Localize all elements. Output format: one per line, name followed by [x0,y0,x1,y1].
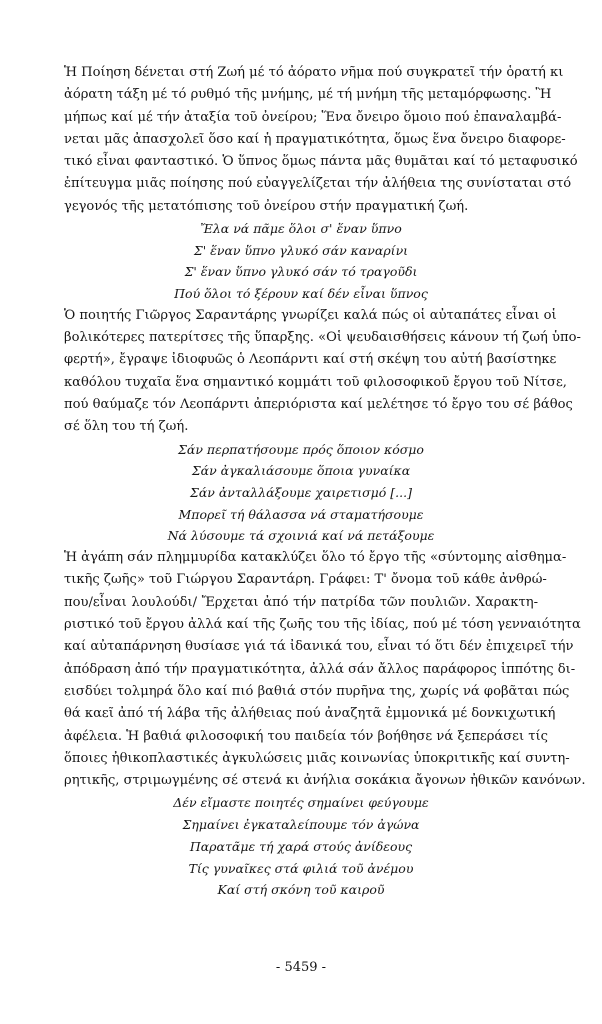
verse-line: Δέν εἴμαστε ποιητές σημαίνει φεύγουμε [173,795,429,811]
verse-line: Μπορεῖ τή θάλασσα νά σταματήσουμε [178,506,424,522]
text-line: ἐπίτευγμα μιᾶς ποίησης πού εὐαγγελίζεται τήν ἀλήθεια της συνίσταται στό [64,176,572,192]
text-line: βολικότερες πατερίτσες τῆς ὕπαρξης. «Οἱ ψευδαισθήσεις κάνουν τή ζωή ὑπο- [64,330,581,346]
verse-line: Παρατᾶμε τή χαρά στούς ἀνίδεους [189,838,413,854]
text-line: Ὁ ποιητής Γιῶργος Σαραντάρης γνωρίζει καλά πώς οἱ αὐταπάτες εἶναι οἱ [64,307,557,323]
text-line: ὅποιες ἠθικοπλαστικές ἀγκυλώσεις μιᾶς κοινωνίας ὑποκριτικῆς καί συντη- [64,750,570,766]
text-line: ἀπόδραση ἀπό τήν πραγματικότητα, ἀλλά σάν ἄλλος παράφορος ἱππότης δι- [64,661,576,677]
text-line: εισδύει τολμηρά ὅλο καί πιό βαθιά στόν πυρῆνα της, χωρίς νά φοβᾶται πώς [64,683,570,699]
verse-line: Σ' ἕναν ὕπνο γλυκό σάν τό τραγοῦδι [184,264,418,280]
text-line: μήπως καί μέ τήν ἀταξία τοῦ ὀνείρου; Ἕνα ὄνειρο ὅμοιο πού ἐπαναλαμβά- [64,109,562,125]
text-line: φερτή», ἔγραψε ἰδιοφυῶς ὁ Λεοπάρντι καί στή σκέψη του αὐτή βασίστηκε [64,352,557,368]
verse-line: Καί στή σκόνη τοῦ καιροῦ [217,882,385,898]
verse-line: Ἔλα νά πᾶμε ὅλοι σ' ἕναν ὕπνο [200,221,402,237]
text-line: σέ ὅλη του τή ζωή. [64,419,189,435]
verse-line: Σάν περπατήσουμε πρός ὅποιον κόσμο [178,441,424,457]
text-line: ἀόρατη τάξη μέ τό ρυθμό τῆς μνήμης, μέ τή μνήμη τῆς μεταμόρφωσης. Ἢ [64,87,552,103]
text-line: καί αὐταπάρνηση θυσίασε γιά τά ἰδανικά του, εἶναι τό ὅτι δέν ἐπιχειρεῖ τήν [64,639,574,655]
text-line: καθόλου τυχαῖα ἕνα σημαντικό κομμάτι τοῦ φιλοσοφικοῦ ἔργου τοῦ Νίτσε, [64,374,567,390]
text-line: τικό εἶναι φανταστικό. Ὁ ὕπνος ὅμως πάντα μᾶς θυμᾶται καί τό μεταφυσικό [64,154,578,170]
poem-stanza-3 [64,792,538,901]
text-line: ἀφέλεια. Ἡ βαθιά φιλοσοφική του παιδεία τόν βοήθησε νά ξεπεράσει τίς [64,728,548,744]
verse-line: Σάν ἀνταλλάξουμε χαιρετισμό [...] [190,485,412,501]
poem-stanza-1 [64,218,538,305]
text-line: Ἡ Ποίηση δένεται στή Ζωή μέ τό ἀόρατο νῆμα πού συγκρατεῖ τήν ὁρατή κι [64,65,564,80]
text-line: που/εἶναι λουλούδι/ Ἔρχεται ἀπό τήν πατρίδα τῶν πουλιῶν. Χαρακτη- [64,594,538,610]
text-line: Ἡ ἀγάπη σάν πλημμυρίδα κατακλύζει ὅλο τό ἔργο τῆς «σύντομης αἰσθημα- [64,550,567,566]
verse-line: Σάν ἀγκαλιάσουμε ὅποια γυναίκα [191,463,411,479]
page-body [64,62,586,901]
verse-line: Τίς γυναῖκες στά φιλιά τοῦ ἀνέμου [188,860,414,876]
text-line: πού θαύμαζε τόν Λεοπάρντι ἀπεριόριστα καί μελέτησε τό ἔργο του σέ βάθος [64,397,573,413]
text-line: θά καεῖ ἀπό τή λάβα τῆς ἀλήθειας πού ἀναζητᾶ ἐμμονικά μέ δονκιχωτική [64,706,556,722]
verse-line: Σ' ἕναν ὕπνο γλυκό σάν καναρίνι [193,242,409,258]
verse-line: Σημαίνει ἐγκαταλείπουμε τόν ἀγώνα [182,817,420,833]
text-line: ριστικό τοῦ ἔργου ἀλλά καί τῆς ζωῆς του τῆς ἰδίας, πού μέ τόση γενναιότητα [64,617,581,633]
text-line: ρητικῆς, στριμωγμένης σέ στενά κι ἀνήλια σοκάκια ἄγονων ἠθικῶν κανόνων. [64,773,586,789]
verse-line: Πού ὅλοι τό ξέρουν καί δέν εἶναι ὕπνος [174,286,428,302]
verse-line: Νά λύσουμε τά σχοινιά καί νά πετάξουμε [167,528,435,544]
paragraph-3 [64,547,586,792]
text-line: γεγονός τῆς μετατόπισης τοῦ ὀνείρου στήν πραγματική ζωή. [64,198,469,214]
paragraph-1 [64,62,578,218]
poem-stanza-2 [64,439,538,548]
paragraph-2 [64,305,581,439]
page-number: - 5459 - [275,960,327,975]
text-line: νεται μᾶς ἀπασχολεῖ ὅσο καί ἡ πραγματικότητα, ὅμως ἕνα ὄνειρο διαφορε- [64,131,566,147]
text-line: τικῆς ζωῆς» τοῦ Γιώργου Σαραντάρη. Γράφει: Τ' ὄνομα τοῦ κάθε ἀνθρώ- [64,572,547,588]
